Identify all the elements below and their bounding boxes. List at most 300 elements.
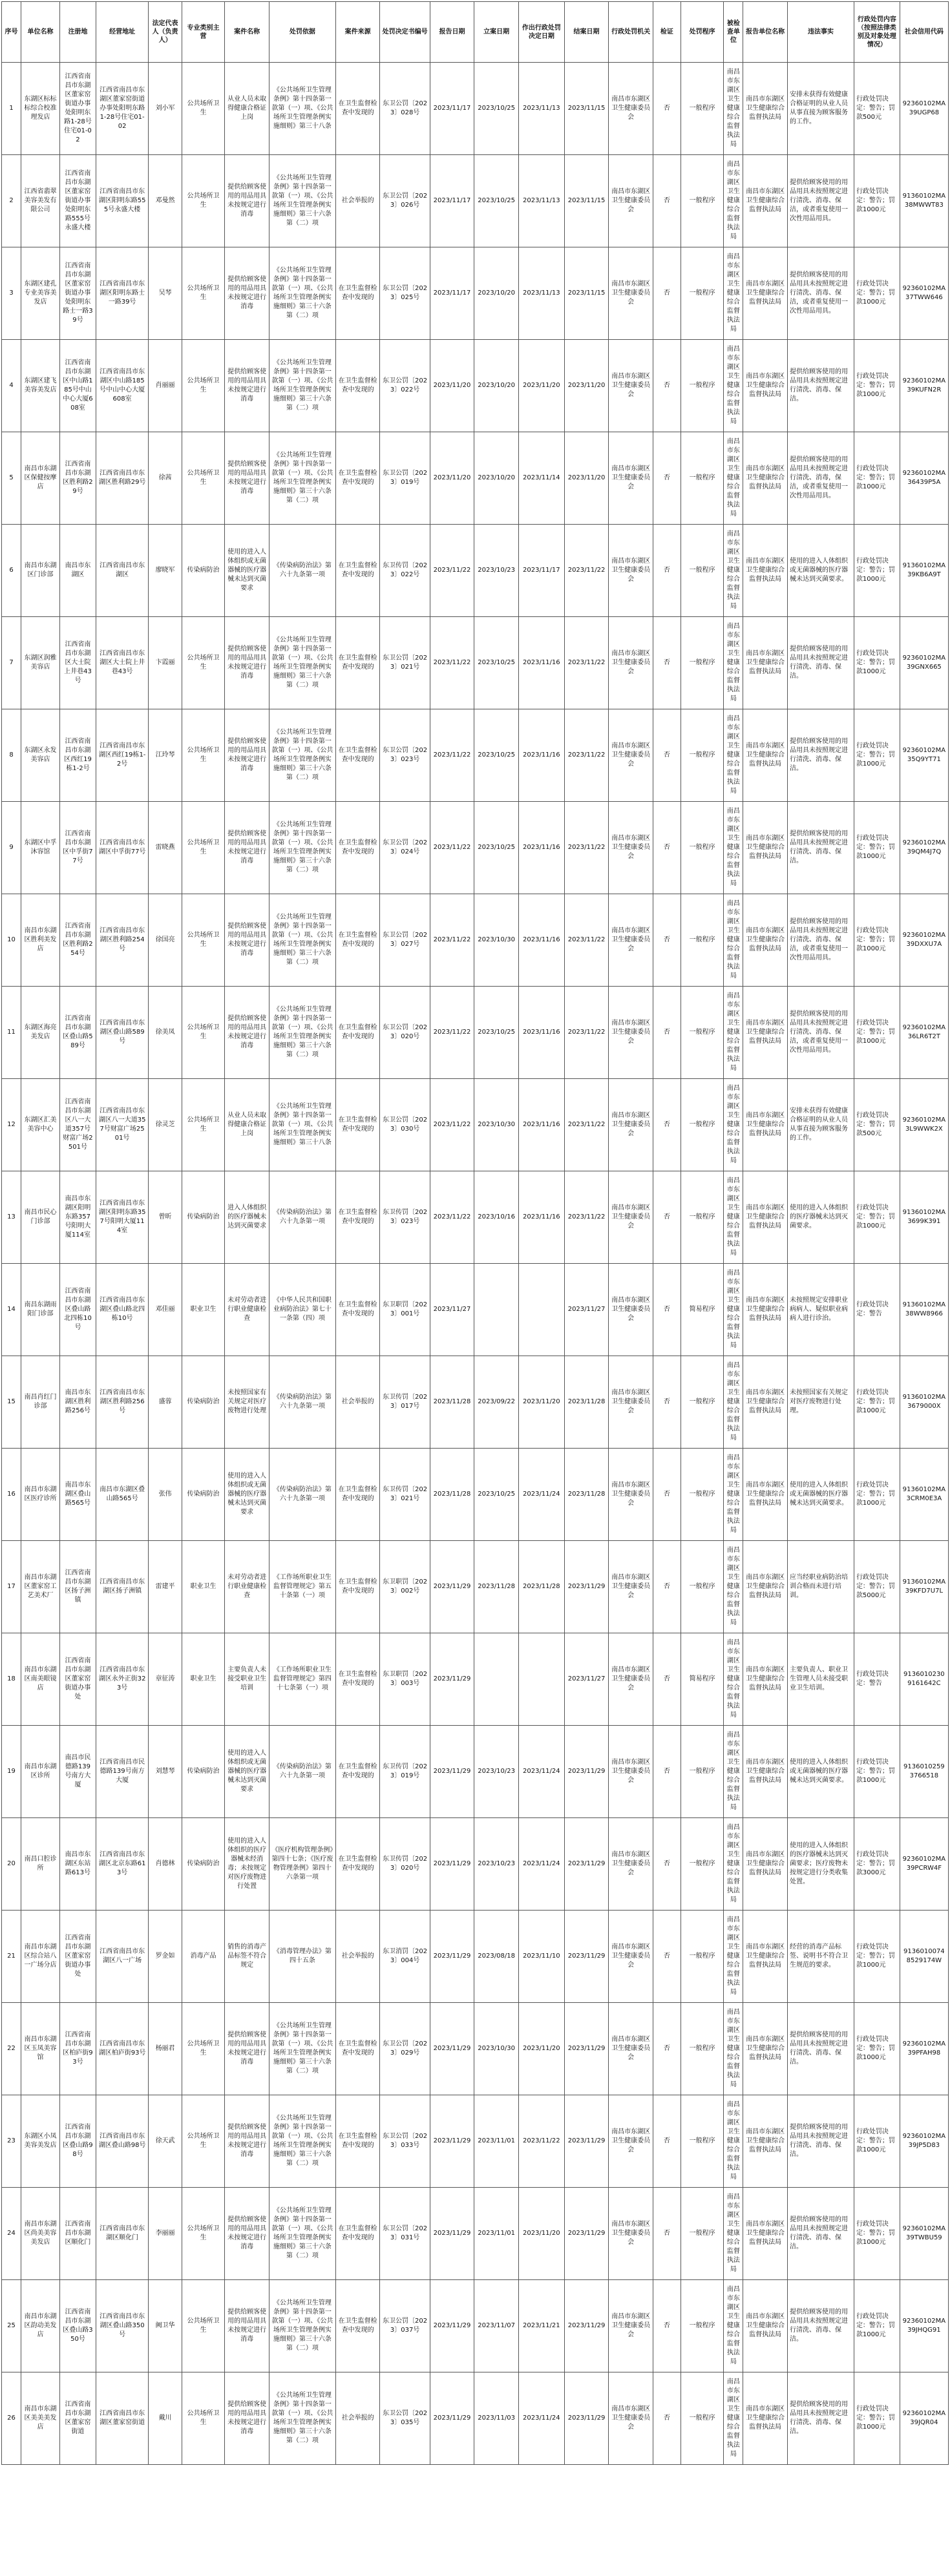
cell-report-date: 2023/11/20 [430,340,474,432]
cell-case-source: 在卫生监督检查中发现的 [335,1264,380,1356]
cell-inspected-unit: 南昌市东湖区卫生健康综合监督执法局 [724,709,743,802]
cell-legal-rep: 戴川 [149,2372,182,2465]
cell-certified: 否 [653,432,681,525]
cell-seq: 11 [2,987,21,1079]
cell-case-source: 在卫生监督检查中发现的 [335,1633,380,1726]
cell-violation-fact: 提供给顾客使用的用品用具未按照规定进行清洗、消毒、保洁，或者重复使用一次性用品用具。 [787,155,854,247]
cell-credit-code: 92360102MA39QM4J7Q [900,802,948,894]
table-row [2,1911,949,2003]
cell-decision-date: 2023/11/24 [518,1726,564,1818]
cell-report-date: 2023/11/22 [430,1079,474,1171]
cell-business-address: 江西省南昌市东湖区叠山路350号 [96,2280,149,2372]
cell-credit-code: 91360102MA38WW8966 [900,1264,948,1356]
cell-inspected-unit: 南昌市东湖区卫生健康综合监督执法局 [724,894,743,987]
cell-procedure: 一般程序 [681,340,723,432]
cell-unit-name: 东湖区海亮美发店 [21,987,60,1079]
cell-inspected-unit: 南昌市东湖区卫生健康综合监督执法局 [724,987,743,1079]
cell-report-date: 2023/11/29 [430,1726,474,1818]
cell-seq: 25 [2,2280,21,2372]
cell-reporting-unit: 南昌市东湖区卫生健康综合监督执法局 [743,1356,788,1449]
cell-violation-fact: 提供给顾客使用的用品用具未按照规定进行清洗、消毒、保洁，或者重复使用一次性用品用具。 [787,987,854,1079]
table-row [2,1079,949,1171]
cell-reporting-unit: 南昌市东湖区卫生健康综合监督执法局 [743,2372,788,2465]
cell-authority: 南昌市东湖区卫生健康委员会 [609,2188,653,2280]
cell-case-source: 在卫生监督检查中发现的 [335,1818,380,1911]
column-header: 结案日期 [564,2,609,63]
cell-inspected-unit: 南昌市东湖区卫生健康综合监督执法局 [724,525,743,617]
cell-legal-rep: 雷建平 [149,1541,182,1633]
cell-credit-code: 91360102MA3679000X [900,1356,948,1449]
cell-inspected-unit: 南昌市东湖区卫生健康综合监督执法局 [724,155,743,247]
cell-credit-code: 92360102MA39GNX665 [900,617,948,709]
cell-closing-date: 2023/11/29 [564,2188,609,2280]
cell-inspected-unit: 南昌市东湖区卫生健康综合监督执法局 [724,340,743,432]
cell-decision-no: 东卫公罚〔2023〕021号 [380,617,430,709]
cell-penalty-content: 行政处罚决定：警告；罚款500元 [854,1079,900,1171]
cell-business-address: 江西省南昌市东湖区八一广场 [96,1911,149,2003]
cell-certified: 否 [653,1726,681,1818]
cell-seq: 22 [2,2003,21,2095]
cell-credit-code: 92360102MA36LR6T2T [900,987,948,1079]
cell-closing-date: 2023/11/29 [564,2372,609,2465]
table-row [2,1818,949,1911]
cell-procedure: 一般程序 [681,2372,723,2465]
cell-case-source: 在卫生监督检查中发现的 [335,987,380,1079]
cell-legal-rep: 雷晓燕 [149,802,182,894]
cell-authority: 南昌市东湖区卫生健康委员会 [609,802,653,894]
table-row [2,63,949,155]
cell-credit-code: 92360102MA39KUFN2R [900,340,948,432]
cell-procedure: 一般程序 [681,247,723,340]
cell-registered-address: 江西省南昌市东湖区董家窑街道 [60,2372,96,2465]
cell-report-date: 2023/11/22 [430,1171,474,1264]
cell-reporting-unit: 南昌市东湖区卫生健康综合监督执法局 [743,63,788,155]
cell-penalty-content: 行政处罚决定：警告；罚款1000元 [854,2188,900,2280]
cell-violation-fact: 提供给顾客使用的用品用具未按照规定进行清洗、消毒、保洁。 [787,802,854,894]
cell-case-name: 使用的进入人体组织或无菌器械的医疗器械未达到灭菌要求 [225,1726,269,1818]
cell-unit-name: 东湖区小凤美容美发店 [21,2095,60,2188]
cell-inspected-unit: 南昌市东湖区卫生健康综合监督执法局 [724,1264,743,1356]
column-header: 法定代表人（负责人） [149,2,182,63]
cell-filing-date: 2023/10/20 [474,247,519,340]
cell-registered-address: 南昌市东湖区胜利路256号 [60,1356,96,1449]
cell-closing-date: 2023/11/28 [564,1449,609,1541]
cell-category: 职业卫生 [182,1633,224,1726]
cell-decision-no: 东卫公罚〔2023〕019号 [380,432,430,525]
cell-certified: 否 [653,617,681,709]
cell-violation-fact: 提供给顾客使用的用品用具未按照规定进行清洗、消毒、保洁。 [787,2095,854,2188]
cell-case-source: 在卫生监督检查中发现的 [335,1541,380,1633]
cell-inspected-unit: 南昌市东湖区卫生健康综合监督执法局 [724,2280,743,2372]
cell-procedure: 一般程序 [681,2188,723,2280]
cell-category: 消毒产品 [182,1911,224,2003]
cell-certified: 否 [653,1264,681,1356]
cell-registered-address: 江西省南昌市东湖区扬子洲镇 [60,1541,96,1633]
cell-unit-name: 南昌市东湖区美美美发店 [21,2372,60,2465]
cell-certified: 否 [653,2003,681,2095]
cell-authority: 南昌市东湖区卫生健康委员会 [609,525,653,617]
table-row [2,247,949,340]
cell-penalty-content: 行政处罚决定：警告；罚款1000元 [854,2095,900,2188]
cell-category: 公共场所卫生 [182,709,224,802]
penalty-table [1,1,949,2465]
cell-reporting-unit: 南昌市东湖区卫生健康综合监督执法局 [743,1079,788,1171]
cell-legal-rep: 肖德林 [149,1818,182,1911]
cell-seq: 23 [2,2095,21,2188]
cell-authority: 南昌市东湖区卫生健康委员会 [609,1079,653,1171]
cell-closing-date: 2023/11/27 [564,1633,609,1726]
cell-reporting-unit: 南昌市东湖区卫生健康综合监督执法局 [743,2095,788,2188]
table-row [2,802,949,894]
cell-decision-date: 2023/11/16 [518,802,564,894]
cell-procedure: 一般程序 [681,2280,723,2372]
cell-case-name: 使用的进入人体组织或无菌器械的医疗器械未达到灭菌要求 [225,1449,269,1541]
cell-report-date: 2023/11/22 [430,709,474,802]
cell-credit-code: 92360102MA39UGP68 [900,63,948,155]
cell-credit-code: 92360102MA39TWBU59 [900,2188,948,2280]
cell-case-source: 在卫生监督检查中发现的 [335,802,380,894]
cell-inspected-unit: 南昌市东湖区卫生健康综合监督执法局 [724,2095,743,2188]
cell-reporting-unit: 南昌市东湖区卫生健康综合监督执法局 [743,894,788,987]
table-row [2,432,949,525]
cell-inspected-unit: 南昌市东湖区卫生健康综合监督执法局 [724,63,743,155]
cell-case-source: 在卫生监督检查中发现的 [335,432,380,525]
cell-filing-date: 2023/11/03 [474,2372,519,2465]
cell-registered-address: 江西省南昌市东湖区八一大道357号财富广场2501号 [60,1079,96,1171]
cell-certified: 否 [653,1541,681,1633]
cell-reporting-unit: 南昌市东湖区卫生健康综合监督执法局 [743,1171,788,1264]
cell-reporting-unit: 南昌市东湖区卫生健康综合监督执法局 [743,1633,788,1726]
cell-unit-name: 南昌市东湖区医疗诊所 [21,1449,60,1541]
cell-report-date: 2023/11/22 [430,987,474,1079]
cell-violation-fact: 使用的进入人体组织或无菌器械的医疗器械未达到灭菌要求。 [787,1449,854,1541]
penalty-table-container [1,1,949,2465]
cell-decision-no: 东卫消罚〔2023〕004号 [380,1911,430,2003]
cell-filing-date: 2023/08/18 [474,1911,519,2003]
cell-case-name: 提供给顾客使用的用品用具未按规定进行消毒 [225,2095,269,2188]
cell-inspected-unit: 南昌市东湖区卫生健康综合监督执法局 [724,2003,743,2095]
cell-violation-fact: 使用的进入人体组织的医疗器械未达到灭菌要求。 [787,1171,854,1264]
cell-seq: 13 [2,1171,21,1264]
cell-case-source: 在卫生监督检查中发现的 [335,894,380,987]
cell-decision-no: 东卫公罚〔2023〕035号 [380,2372,430,2465]
cell-unit-name: 东湖区标标标综合校准理发店 [21,63,60,155]
cell-category: 公共场所卫生 [182,1079,224,1171]
cell-filing-date: 2023/10/20 [474,432,519,525]
cell-case-source: 在卫生监督检查中发现的 [335,2188,380,2280]
cell-authority: 南昌市东湖区卫生健康委员会 [609,1911,653,2003]
cell-authority: 南昌市东湖区卫生健康委员会 [609,987,653,1079]
cell-credit-code: 92360102MA39JHQG91 [900,2280,948,2372]
cell-procedure: 简易程序 [681,1264,723,1356]
table-row [2,2095,949,2188]
cell-case-source: 社会举报的 [335,1356,380,1449]
cell-seq: 7 [2,617,21,709]
cell-credit-code: 91360102309161642C [900,1633,948,1726]
cell-basis: 《公共场所卫生管理条例》第十四条第一款第（一）项、《公共场所卫生管理条例实施细则》第三十六条第（二）项 [269,2372,335,2465]
cell-legal-rep: 徐美凤 [149,987,182,1079]
table-body [2,63,949,2465]
column-header: 处罚决定书编号 [380,2,430,63]
cell-decision-date [518,1633,564,1726]
cell-business-address: 江西省南昌市东湖区中山路185号中山中心大厦608室 [96,340,149,432]
cell-decision-date [518,1264,564,1356]
column-header: 专业类别主营 [182,2,224,63]
cell-authority: 南昌市东湖区卫生健康委员会 [609,894,653,987]
cell-decision-date: 2023/11/10 [518,1911,564,2003]
cell-decision-date: 2023/11/13 [518,155,564,247]
cell-closing-date: 2023/11/29 [564,1541,609,1633]
cell-unit-name: 东湖区建飞美容美发店 [21,340,60,432]
cell-filing-date: 2023/10/23 [474,525,519,617]
table-row [2,894,949,987]
cell-violation-fact: 提供给顾客使用的用品用具未按照规定进行清洗、消毒、保洁。 [787,2280,854,2372]
table-row [2,2372,949,2465]
cell-legal-rep: 刘小军 [149,63,182,155]
cell-certified: 否 [653,340,681,432]
cell-business-address: 江西省南昌市东湖区阳明东路555号永盛大楼 [96,155,149,247]
cell-business-address: 江西省南昌市东湖区扬子洲镇 [96,1541,149,1633]
cell-report-date: 2023/11/29 [430,2280,474,2372]
cell-reporting-unit: 南昌市东湖区卫生健康综合监督执法局 [743,1726,788,1818]
cell-basis: 《工作场所职业卫生监督管理规定》第四十七条第（一）项 [269,1633,335,1726]
cell-category: 传染病防治 [182,1171,224,1264]
cell-credit-code: 92360102MA37TWW646 [900,247,948,340]
cell-business-address: 江西省南昌市东湖区西红19栋1-2号 [96,709,149,802]
cell-unit-name: 江西省翡翠美容美发有限公司 [21,155,60,247]
table-row [2,2280,949,2372]
cell-category: 公共场所卫生 [182,2188,224,2280]
cell-credit-code: 91360102MA3699K391 [900,1171,948,1264]
cell-closing-date: 2023/11/22 [564,987,609,1079]
cell-business-address: 江西省南昌市东湖区叠山路98号 [96,2095,149,2188]
cell-case-source: 在卫生监督检查中发现的 [335,709,380,802]
cell-filing-date: 2023/10/30 [474,894,519,987]
column-header: 注册地 [60,2,96,63]
cell-violation-fact: 提供给顾客使用的用品用具未按照规定进行清洗、消毒、保洁。 [787,617,854,709]
cell-authority: 南昌市东湖区卫生健康委员会 [609,2372,653,2465]
cell-violation-fact: 提供给顾客使用的用品用具未按照规定进行清洗、消毒、保洁，或者重复使用一次性用品用具。 [787,247,854,340]
cell-reporting-unit: 南昌市东湖区卫生健康综合监督执法局 [743,2188,788,2280]
cell-filing-date: 2023/10/25 [474,1449,519,1541]
cell-case-name: 未按照国家有关规定对医疗废物进行处理 [225,1356,269,1449]
cell-category: 公共场所卫生 [182,155,224,247]
cell-penalty-content: 行政处罚决定：警告；罚款1000元 [854,247,900,340]
cell-category: 公共场所卫生 [182,617,224,709]
cell-authority: 南昌市东湖区卫生健康委员会 [609,2003,653,2095]
cell-decision-date: 2023/11/16 [518,617,564,709]
cell-penalty-content: 行政处罚决定：警告；罚款1000元 [854,617,900,709]
column-header: 处罚依据 [269,2,335,63]
cell-decision-no: 东卫公罚〔2023〕028号 [380,63,430,155]
cell-authority: 南昌市东湖区卫生健康委员会 [609,155,653,247]
cell-registered-address: 南昌市民德路139号南方大厦 [60,1726,96,1818]
cell-case-name: 提供给顾客使用的用品用具未按规定进行消毒 [225,2280,269,2372]
cell-category: 传染病防治 [182,1726,224,1818]
cell-filing-date: 2023/10/25 [474,802,519,894]
cell-seq: 3 [2,247,21,340]
cell-seq: 19 [2,1726,21,1818]
cell-violation-fact: 使用的进入人体组织或无菌器械的医疗器械未达到灭菌要求。 [787,525,854,617]
cell-seq: 9 [2,802,21,894]
cell-decision-date: 2023/11/24 [518,2372,564,2465]
cell-decision-date: 2023/11/21 [518,2280,564,2372]
table-row [2,155,949,247]
cell-report-date: 2023/11/29 [430,2095,474,2188]
cell-authority: 南昌市东湖区卫生健康委员会 [609,432,653,525]
cell-decision-date: 2023/11/17 [518,525,564,617]
cell-registered-address: 江西省南昌市东湖区顺化门 [60,2188,96,2280]
cell-closing-date: 2023/11/22 [564,709,609,802]
cell-case-source: 在卫生监督检查中发现的 [335,340,380,432]
cell-case-source: 在卫生监督检查中发现的 [335,525,380,617]
cell-report-date: 2023/11/29 [430,2188,474,2280]
cell-decision-date: 2023/11/16 [518,894,564,987]
cell-unit-name: 南昌市东湖区玉凤美容馆 [21,2003,60,2095]
cell-filing-date: 2023/10/25 [474,987,519,1079]
cell-decision-date: 2023/11/16 [518,1171,564,1264]
cell-filing-date: 2023/10/25 [474,63,519,155]
cell-decision-date: 2023/11/22 [518,2095,564,2188]
cell-procedure: 一般程序 [681,709,723,802]
cell-reporting-unit: 南昌市东湖区卫生健康综合监督执法局 [743,2003,788,2095]
cell-registered-address: 江西省南昌市东湖区中孚街77号 [60,802,96,894]
cell-procedure: 一般程序 [681,1818,723,1911]
cell-basis: 《公共场所卫生管理条例》第十四条第一款第（一）项、《公共场所卫生管理条例实施细则》第三十六条第（二）项 [269,709,335,802]
cell-decision-date: 2023/11/20 [518,2188,564,2280]
cell-credit-code: 92360102MA39JP5D83 [900,2095,948,2188]
cell-decision-date: 2023/11/14 [518,432,564,525]
cell-decision-no: 东卫职罚〔2023〕001号 [380,1264,430,1356]
cell-decision-no: 东卫公罚〔2023〕026号 [380,155,430,247]
cell-registered-address: 江西省南昌市东湖区叠山路北四栋10号 [60,1264,96,1356]
cell-certified: 否 [653,2188,681,2280]
column-header: 社会信用代码 [900,2,948,63]
cell-filing-date: 2023/10/25 [474,617,519,709]
cell-case-name: 提供给顾客使用的用品用具未按规定进行消毒 [225,2372,269,2465]
cell-credit-code: 91360100748529174W [900,1911,948,2003]
cell-business-address: 江西省南昌市东湖区 [96,525,149,617]
cell-violation-fact: 未按照规定安排职业病病人、疑似职业病病人进行诊治。 [787,1264,854,1356]
cell-violation-fact: 应当经职业病防治培训合格而未进行培训。 [787,1541,854,1633]
cell-report-date: 2023/11/22 [430,617,474,709]
cell-violation-fact: 提供给顾客使用的用品用具未按照规定进行清洗、消毒、保洁。 [787,709,854,802]
table-row [2,525,949,617]
cell-case-source: 在卫生监督检查中发现的 [335,1079,380,1171]
cell-violation-fact: 提供给顾客使用的用品用具未按照规定进行清洗、消毒、保洁。 [787,2003,854,2095]
cell-unit-name: 南昌口腔诊所 [21,1818,60,1911]
cell-closing-date: 2023/11/15 [564,155,609,247]
cell-penalty-content: 行政处罚决定：警告；罚款1000元 [854,432,900,525]
cell-seq: 24 [2,2188,21,2280]
cell-report-date: 2023/11/22 [430,894,474,987]
cell-basis: 《公共场所卫生管理条例》第十四条第一款第（一）项、《公共场所卫生管理条例实施细则》第三十六条第（二）项 [269,2095,335,2188]
cell-seq: 4 [2,340,21,432]
cell-closing-date: 2023/11/22 [564,525,609,617]
cell-case-name: 提供给顾客使用的用品用具未按规定进行消毒 [225,987,269,1079]
cell-certified: 否 [653,1079,681,1171]
cell-decision-no: 东卫传罚〔2023〕021号 [380,1449,430,1541]
column-header: 案件名称 [225,2,269,63]
cell-closing-date: 2023/11/20 [564,340,609,432]
cell-closing-date: 2023/11/29 [564,1818,609,1911]
cell-category: 传染病防治 [182,525,224,617]
cell-authority: 南昌市东湖区卫生健康委员会 [609,340,653,432]
cell-registered-address: 江西省南昌市东湖区董家窑街道办事处 [60,1633,96,1726]
table-row [2,1264,949,1356]
cell-violation-fact: 安排未获得有效健康合格证明的从业人员从事直接为顾客服务的工作。 [787,63,854,155]
cell-case-source: 在卫生监督检查中发现的 [335,2280,380,2372]
cell-inspected-unit: 南昌市东湖区卫生健康综合监督执法局 [724,1726,743,1818]
cell-inspected-unit: 南昌市东湖区卫生健康综合监督执法局 [724,2188,743,2280]
column-header: 序号 [2,2,21,63]
cell-basis: 《公共场所卫生管理条例》第十四条第一款第（一）项、《公共场所卫生管理条例实施细则》第三十六条第（二）项 [269,247,335,340]
cell-procedure: 一般程序 [681,987,723,1079]
cell-report-date: 2023/11/29 [430,1818,474,1911]
cell-violation-fact: 使用的进入人体组织或无菌器械的医疗器械未达到灭菌要求。 [787,1726,854,1818]
cell-legal-rep: 徐天武 [149,2095,182,2188]
cell-registered-address: 江西省南昌市东湖区叠山路350号 [60,2280,96,2372]
cell-credit-code: 91360102MA38MWWT83 [900,155,948,247]
cell-authority: 南昌市东湖区卫生健康委员会 [609,63,653,155]
cell-inspected-unit: 南昌市东湖区卫生健康综合监督执法局 [724,1356,743,1449]
cell-business-address: 江西省南昌市东湖区叠山路北四栋10号 [96,1264,149,1356]
cell-inspected-unit: 南昌市东湖区卫生健康综合监督执法局 [724,432,743,525]
cell-inspected-unit: 南昌市东湖区卫生健康综合监督执法局 [724,617,743,709]
cell-closing-date: 2023/11/22 [564,1079,609,1171]
cell-legal-rep: 肖丽丽 [149,340,182,432]
column-header: 单位名称 [21,2,60,63]
cell-penalty-content: 行政处罚决定：警告；罚款1000元 [854,155,900,247]
cell-case-name: 提供给顾客使用的用品用具未按规定进行消毒 [225,2188,269,2280]
cell-certified: 否 [653,2372,681,2465]
cell-procedure: 一般程序 [681,1726,723,1818]
cell-legal-rep: 盛蓉 [149,1356,182,1449]
cell-basis: 《公共场所卫生管理条例》第十四条第一款第（一）项、《公共场所卫生管理条例实施细则》第三十六条第（二）项 [269,2188,335,2280]
cell-case-name: 提供给顾客使用的用品用具未按规定进行消毒 [225,617,269,709]
cell-report-date: 2023/11/22 [430,802,474,894]
cell-decision-no: 东卫公罚〔2023〕025号 [380,247,430,340]
cell-case-name: 销售的消毒产品标签不符合规定 [225,1911,269,2003]
cell-decision-date: 2023/11/24 [518,1818,564,1911]
cell-filing-date: 2023/11/07 [474,2280,519,2372]
cell-basis: 《传染病防治法》第六十九条第一项 [269,525,335,617]
cell-decision-no: 东卫公罚〔2023〕033号 [380,2095,430,2188]
cell-reporting-unit: 南昌市东湖区卫生健康综合监督执法局 [743,2280,788,2372]
cell-report-date: 2023/11/17 [430,155,474,247]
cell-business-address: 江西省南昌市东湖区胜利路254号 [96,894,149,987]
cell-legal-rep: 徐灵芝 [149,1079,182,1171]
cell-decision-date: 2023/11/16 [518,987,564,1079]
cell-case-source: 社会举报的 [335,155,380,247]
cell-reporting-unit: 南昌市东湖区卫生健康综合监督执法局 [743,340,788,432]
cell-certified: 否 [653,155,681,247]
cell-case-name: 未对劳动者进行职业健康检查 [225,1541,269,1633]
cell-report-date: 2023/11/17 [430,63,474,155]
cell-unit-name: 南昌市东湖区保健按摩店 [21,432,60,525]
cell-seq: 20 [2,1818,21,1911]
cell-reporting-unit: 南昌市东湖区卫生健康综合监督执法局 [743,1818,788,1911]
cell-filing-date: 2023/10/30 [474,1079,519,1171]
cell-inspected-unit: 南昌市东湖区卫生健康综合监督执法局 [724,247,743,340]
cell-filing-date: 2023/10/25 [474,709,519,802]
cell-case-name: 从业人员未取得健康合格证上岗 [225,63,269,155]
cell-penalty-content: 行政处罚决定：警告；罚款1000元 [854,1911,900,2003]
table-row [2,617,949,709]
cell-certified: 否 [653,247,681,340]
cell-closing-date: 2023/11/29 [564,2003,609,2095]
cell-inspected-unit: 南昌市东湖区卫生健康综合监督执法局 [724,1633,743,1726]
